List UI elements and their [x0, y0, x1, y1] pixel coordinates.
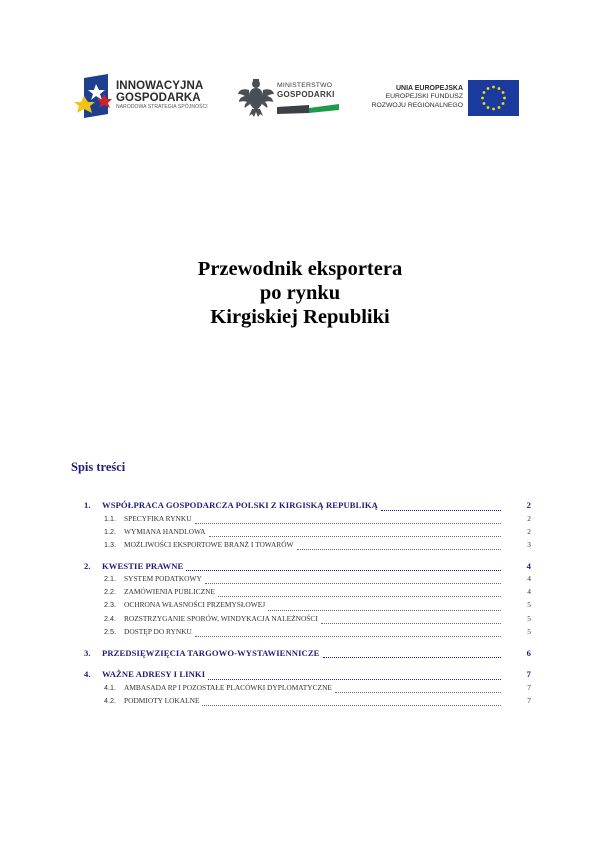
toc-item-page: 2 — [527, 513, 531, 523]
toc-dot-leader — [323, 657, 502, 658]
toc-item-label: SYSTEM PODATKOWY — [124, 574, 202, 584]
ministerstwo-gospodarki-logo — [237, 76, 347, 118]
toc-item-number: 4.1. — [104, 682, 116, 692]
toc-dot-leader — [195, 636, 501, 637]
toc-dot-leader — [186, 570, 501, 571]
eu-star — [502, 102, 505, 105]
toc-item-2-3[interactable] — [84, 600, 531, 613]
toc-item-number: 2.2. — [104, 587, 116, 597]
toc-item-number: 2.5. — [104, 626, 116, 636]
toc-item-page: 5 — [527, 600, 531, 610]
toc-item-1-2[interactable] — [84, 527, 531, 540]
unia-line1: UNIA EUROPEJSKA — [395, 85, 463, 92]
toc-section-label: PRZEDSIĘWZIĘCIA TARGOWO-WYSTAWIENNICZE — [102, 647, 320, 658]
toc-item-label: AMBASADA RP I POZOSTAŁE PLACÓWKI DYPLOMATYCZNE — [124, 682, 332, 692]
toc-item-page: 4 — [527, 587, 531, 597]
eu-star — [492, 86, 495, 89]
toc-item-1-1[interactable] — [84, 514, 531, 527]
toc-item-number: 2.1. — [104, 574, 116, 584]
toc-item-label: OCHRONA WŁASNOŚCI PRZEMYSŁOWEJ — [124, 600, 266, 610]
toc-dot-leader — [218, 596, 501, 597]
innowacyjna-flag-icon — [74, 74, 114, 120]
toc-dot-leader — [321, 623, 501, 624]
ministerstwo-bars-icon — [277, 104, 339, 114]
eu-star — [498, 87, 501, 90]
toc-section-label: WSPÓŁPRACA GOSPODARCZA POLSKI Z KIRGISKĄ REPUBLIKĄ — [102, 500, 378, 510]
toc-item-number: 1.1. — [104, 513, 116, 523]
toc-item-page: 4 — [527, 574, 531, 584]
toc-dot-leader — [202, 705, 501, 706]
toc-dot-leader — [209, 536, 502, 537]
toc-dot-leader — [268, 610, 501, 611]
toc-item-page: 3 — [527, 539, 531, 549]
toc-section-page: 2 — [526, 500, 531, 510]
toc-section-page: 4 — [526, 560, 531, 571]
toc-item-number: 2.4. — [104, 613, 116, 623]
toc-section-2[interactable] — [84, 561, 531, 575]
unia-line2: EUROPEJSKI FUNDUSZ — [385, 93, 463, 100]
toc-item-number: 1.2. — [104, 526, 116, 536]
eu-flag-icon — [468, 80, 519, 116]
eu-star — [503, 97, 506, 100]
toc-item-number: 2.3. — [104, 600, 116, 610]
innowacyjna-gospodarka-logo — [74, 74, 214, 120]
eu-star — [502, 91, 505, 94]
toc-item-page: 2 — [527, 526, 531, 536]
eagle-emblem-icon — [237, 76, 275, 118]
toc-item-label: ZAMÓWIENIA PUBLICZNE — [124, 587, 215, 597]
toc-dot-leader — [335, 692, 501, 693]
title-line1: Przewodnik eksportera — [197, 258, 403, 280]
toc-section-1[interactable] — [84, 500, 531, 514]
toc-dot-leader — [208, 679, 501, 680]
toc-section-number: 3. — [84, 647, 91, 658]
eu-star — [487, 106, 490, 109]
ministerstwo-line1: MINISTERSTWO — [277, 82, 333, 89]
innowacyjna-line3: NARODOWA STRATEGIA SPÓJNOŚCI — [116, 104, 208, 110]
ministerstwo-line2: GOSPODARKI — [277, 90, 335, 99]
toc-section-number: 4. — [84, 669, 91, 680]
eu-star — [498, 106, 501, 109]
toc-gap — [84, 553, 531, 561]
toc-section-label: WAŻNE ADRESY I LINKI — [102, 669, 206, 680]
toc-dot-leader — [381, 510, 501, 511]
toc-item-2-2[interactable] — [84, 587, 531, 600]
toc-section-3[interactable] — [84, 648, 531, 662]
toc-item-page: 7 — [527, 695, 531, 705]
innowacyjna-line2: GOSPODARKA — [116, 92, 201, 104]
toc-section-number: 1. — [84, 500, 91, 510]
eu-star — [481, 97, 484, 100]
toc-item-page: 5 — [527, 626, 531, 636]
toc-item-page: 7 — [527, 682, 531, 692]
toc-item-2-1[interactable] — [84, 574, 531, 587]
title-line2: po rynku — [259, 282, 341, 304]
toc-dot-leader — [205, 583, 501, 584]
eu-star — [483, 91, 486, 94]
unia-europejska-logo — [368, 78, 523, 118]
unia-line3: ROZWOJU REGIONALNEGO — [371, 101, 463, 109]
toc-item-label: DOSTĘP DO RYNKU — [124, 626, 192, 636]
toc-item-2-4[interactable] — [84, 614, 531, 627]
toc-section-number: 2. — [84, 560, 91, 571]
toc-item-2-5[interactable] — [84, 627, 531, 640]
toc-item-label: MOŻLIWOŚCI EKSPORTOWE BRANŻ I TOWARÓW — [124, 539, 294, 549]
toc-heading: Spis treści — [71, 460, 126, 474]
toc-item-label: SPECYFIKA RYNKU — [124, 513, 192, 523]
toc-dot-leader — [297, 549, 501, 550]
toc-item-number: 1.3. — [104, 539, 116, 549]
eu-star — [487, 87, 490, 90]
toc-section-page: 7 — [526, 669, 531, 680]
toc-item-label: PODMIOTY LOKALNE — [124, 695, 200, 705]
toc-item-page: 5 — [527, 613, 531, 623]
toc-item-4-2[interactable] — [84, 696, 531, 709]
toc-item-number: 4.2. — [104, 695, 116, 705]
toc-section-4[interactable] — [84, 669, 531, 683]
eu-star — [483, 102, 486, 105]
toc-gap — [84, 640, 531, 648]
eu-star — [492, 108, 495, 111]
toc-item-1-3[interactable] — [84, 540, 531, 553]
document-title — [0, 257, 600, 329]
toc-item-4-1[interactable] — [84, 683, 531, 696]
toc-dot-leader — [195, 523, 501, 524]
toc-gap — [84, 661, 531, 669]
table-of-contents — [84, 500, 531, 709]
toc-item-label: ROZSTRZYGANIE SPORÓW, WINDYKACJA NALEŻNOŚCI — [124, 613, 318, 623]
toc-section-page: 6 — [526, 647, 531, 658]
innowacyjna-line1: INNOWACYJNA — [116, 80, 204, 92]
title-line3: Kirgiskiej Republiki — [210, 306, 390, 328]
toc-item-label: WYMIANA HANDLOWA — [124, 526, 206, 536]
toc-section-label: KWESTIE PRAWNE — [102, 560, 184, 571]
